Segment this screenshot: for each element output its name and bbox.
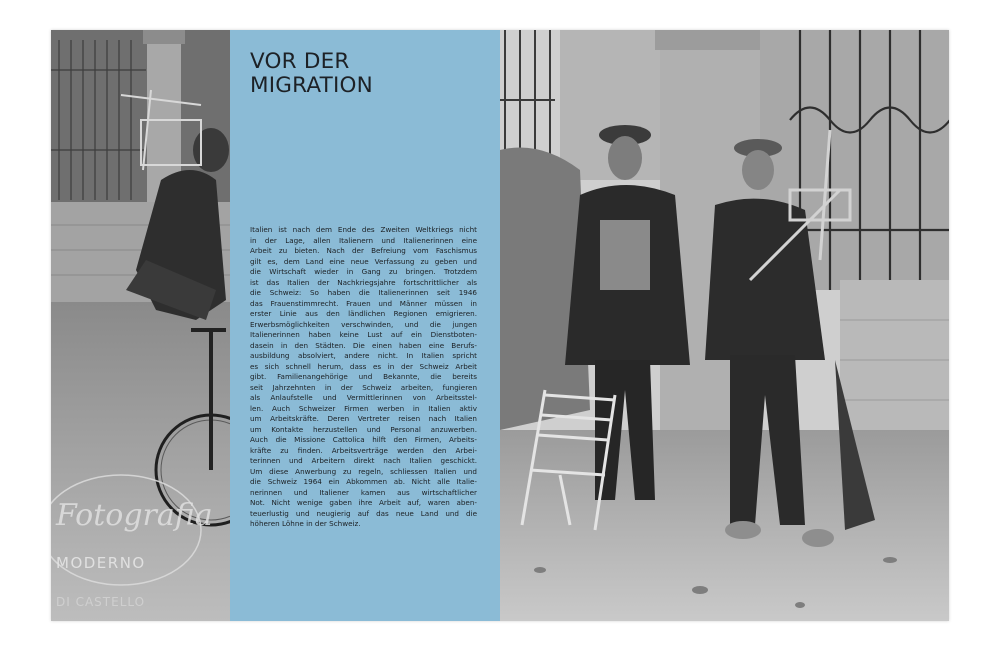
body-line: Not. Nicht wenige gaben ihre Arbeit auf, waren aben- xyxy=(250,498,477,507)
text-panel xyxy=(230,30,500,621)
body-line: um Kontakte herzustellen und Personal anzuwerben. xyxy=(250,424,477,434)
left-photograph xyxy=(51,30,230,621)
body-line: terinnen und Arbeitern direkt nach Italien geschickt. xyxy=(250,456,477,465)
body-line: len. Auch Schweizer Firmen werben in Italien aktiv xyxy=(250,403,477,413)
body-line: Italienerinnen haben keine Lust auf ein Dienstboten- xyxy=(250,330,477,339)
stamp-script: Fotografia xyxy=(56,498,213,533)
body-line: Um diese Anwerbung zu regeln, schliessen Italien und xyxy=(250,466,477,476)
body-line: kräfte zu finden. Arbeitsverträge werden den Arbei- xyxy=(250,445,477,455)
body-line: ausbildung absolviert, andere nicht. In Italien spricht xyxy=(250,351,477,360)
body-line: erster Linie aus den ländlichen Regionen emigrieren. xyxy=(250,309,477,318)
body-line: die Wirtschaft wieder in Gang zu bringen. Trotzdem xyxy=(250,267,477,276)
body-line: ist das Italien der Nachkriegsjahre fortschrittlicher als xyxy=(250,277,477,287)
page-headline xyxy=(250,50,490,98)
stamp-moderno: MODERNO xyxy=(56,554,146,572)
headline-line-2: MIGRATION xyxy=(250,73,373,98)
headline-line-1: VOR DER xyxy=(250,49,350,74)
body-line: in der Lage, allen Italienern und Italienerinnen eine xyxy=(250,235,477,245)
body-line: die Schweiz: So haben die Italienerinnen seit 1946 xyxy=(250,288,477,297)
cyclist-photo-image xyxy=(51,30,230,621)
body-line: es sich schnell herum, dass es in der Schweiz Arbeit xyxy=(250,361,477,371)
book-spread xyxy=(51,30,949,621)
body-paragraph xyxy=(250,225,477,530)
body-line: das Frauenstimmrecht. Frauen und Männer müssen in xyxy=(250,298,477,308)
body-line: die Schweiz 1964 ein Abkommen ab. Nicht alle Italie- xyxy=(250,477,477,486)
right-photograph xyxy=(500,30,949,621)
body-line: Arbeit zu bieten. Nach der Befreiung vom Faschismus xyxy=(250,246,477,255)
body-line: als Anlaufstelle und Vermittlerinnen von Arbeitsstel- xyxy=(250,393,477,402)
body-line: um Arbeitskräfte. Deren Vertreter reisen nach Italien xyxy=(250,414,477,423)
body-line: Erwerbsmöglichkeiten verschwinden, und die jungen xyxy=(250,319,477,329)
body-line: nerinnen und Italiener kamen aus wirtschaftlicher xyxy=(250,487,477,497)
body-line: Auch die Missione Cattolica hilft den Firmen, Arbeits- xyxy=(250,435,477,444)
body-line: teuerlustig und neugierig auf das neue Land und die xyxy=(250,508,477,518)
body-line: gilt es, dem Land eine neue Verfassung zu geben und xyxy=(250,256,477,266)
body-line: Italien ist nach dem Ende des Zweiten Weltkriegs nicht xyxy=(250,225,477,234)
two-men-photo-image xyxy=(500,30,949,621)
body-line: seit Jahrzehnten in der Schweiz arbeiten, fungieren xyxy=(250,382,477,392)
body-line: dasein in den Städten. Die einen haben eine Berufs- xyxy=(250,340,477,350)
body-line: gibt. Familienangehörige und Bekannte, die bereits xyxy=(250,372,477,381)
stamp-castello: DI CASTELLO xyxy=(56,595,146,609)
body-line: höheren Löhne in der Schweiz. xyxy=(250,519,361,528)
